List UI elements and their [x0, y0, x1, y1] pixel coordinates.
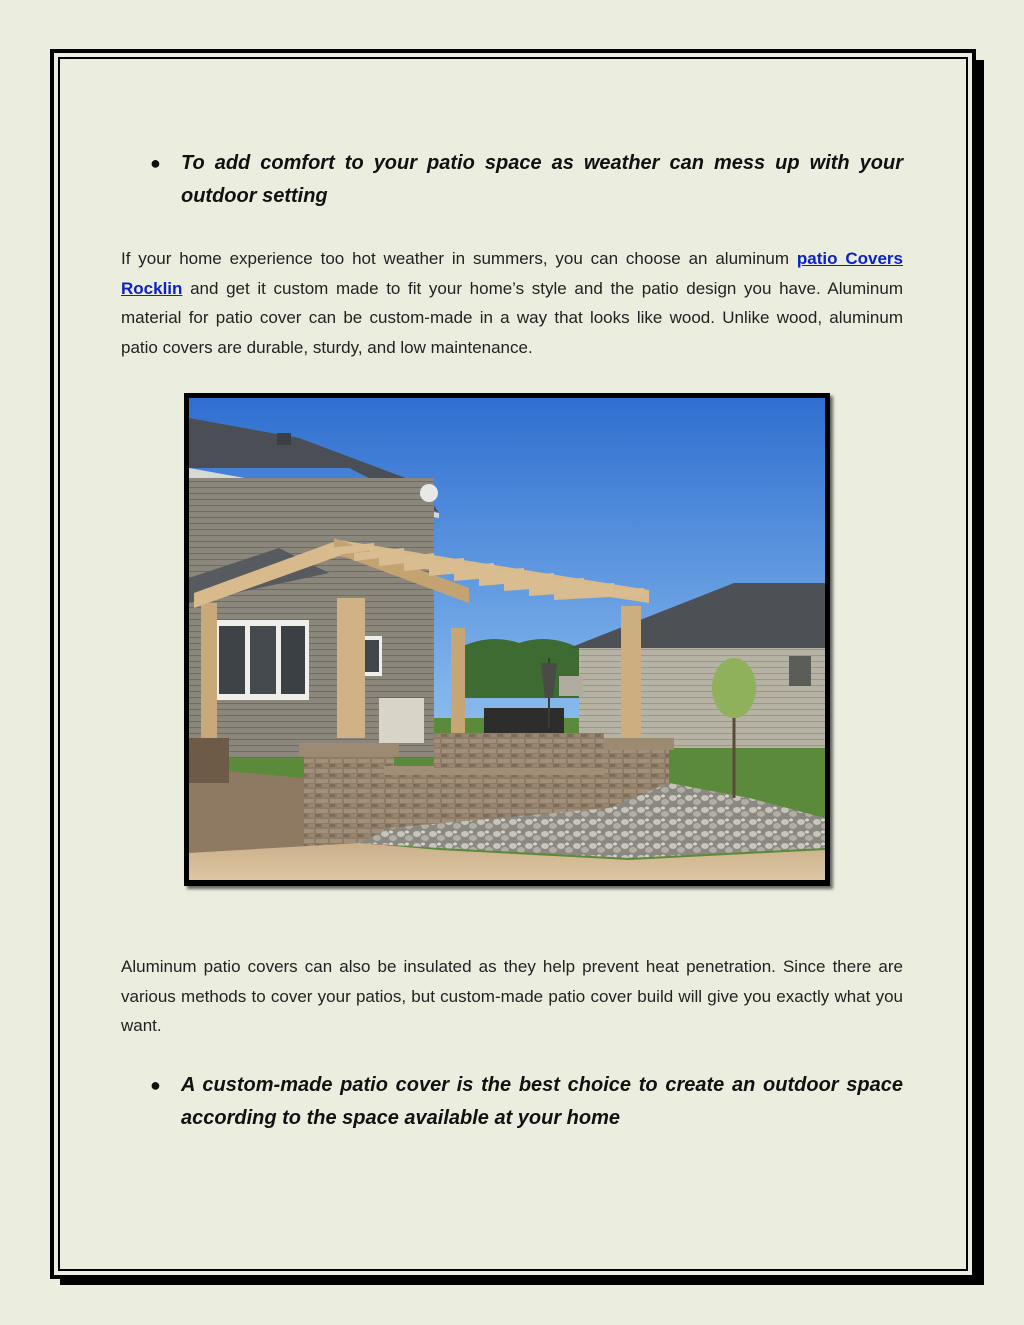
- paragraph-aluminum-intro: [121, 244, 903, 362]
- bullet-text: To add comfort to your patio space as weather can mess up with your outdoor setting: [181, 152, 903, 207]
- bullet-item-comfort: [150, 147, 903, 213]
- paragraph-text-end: and get it custom made to fit your home’s style and the patio design you have. Aluminum material for patio cover can be custom-made in a way that looks like wood. Unlike wood, aluminum patio covers are durable, sturdy, and low maintenance.: [121, 278, 903, 357]
- bullet-text: A custom-made patio cover is the best choice to create an outdoor space according to the space available at your home: [181, 1074, 903, 1129]
- paragraph-insulation: Aluminum patio covers can also be insulated as they help prevent heat penetration. Since there are various methods to cover your patios, but custom-made patio cover build will give you exactly what you want.: [121, 957, 903, 1035]
- patio-covers-rocklin-link[interactable]: patio Covers Rocklin: [121, 249, 903, 298]
- pergola-photo: [184, 393, 830, 886]
- bullet-marker: ●: [150, 153, 161, 173]
- bullet-item-custom-made: [150, 1069, 903, 1135]
- pergola-photo-image: [189, 398, 825, 880]
- paragraph-text-start: If your home experience too hot weather in summers, you can choose an aluminum: [121, 249, 797, 268]
- bullet-marker: ●: [150, 1075, 161, 1095]
